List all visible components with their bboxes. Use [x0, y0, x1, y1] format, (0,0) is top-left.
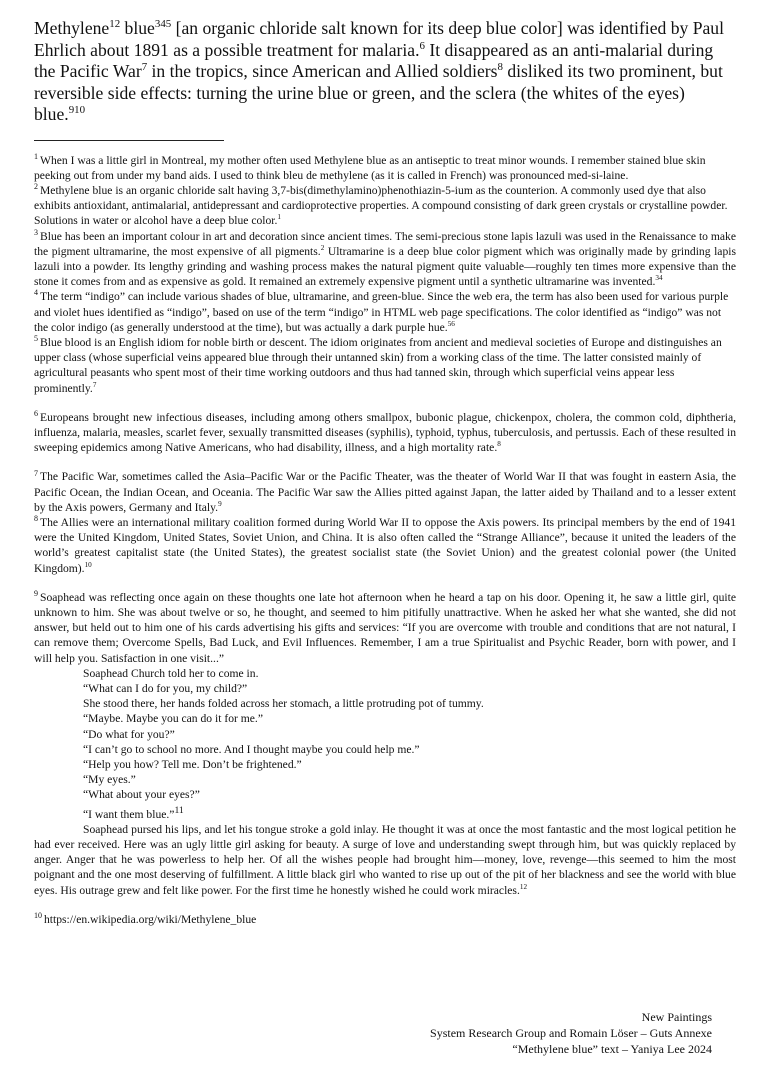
- dialogue-line-last: [34, 803, 736, 822]
- source-link[interactable]: https://en.wikipedia.org/wiki/Methylene_blue: [44, 912, 257, 926]
- footnote-text: The Pacific War, sometimes called the Asia–Pacific War or the Pacific Theater, was the theater of World War II that was fought in eastern Asia, the Pacific Ocean, the Indian Ocean, and Oceania. The Pacific War saw the Allies pitted against Japan, the latter aided by Thailand and to a lesser extent by the Axis powers, Germany and Italy.: [34, 470, 736, 514]
- credits-block: [430, 1009, 712, 1057]
- footnote-ref: 34: [655, 274, 663, 283]
- footnote-ref: 345: [154, 18, 172, 31]
- credits-exhibition: New Paintings: [641, 1010, 712, 1024]
- main-text: in the tropics, since American and Allied soldiers: [147, 61, 498, 81]
- footnote-text: Methylene blue is an organic chloride salt having 3,7-bis(dimethylamino)phenothiazin-5-ium as the counterion. A commonly used dye that also exhibits antioxidant, antimalarial, antidepressant and cardioprotective properties. A compound consisting of dark green crystals or crystalline powder. Solutions in water or alcohol have a deep blue color.: [34, 183, 728, 228]
- footnote-text: Soaphead was reflecting once again on these thoughts one late hot afternoon when he heard a tap on his door. Opening it, he saw a little girl, quite unknown to him. She was about twelve or so, he thought, and seemed to him pitifully unattractive. When he asked her what she wanted, she did not answer, but held out to him one of his cards advertising his gifts and services: “If you are overcome with trouble and conditions that are not natural, I can remove them; Overcome Spells, Bad Luck, and Evil Influences. Remember, I am a true Spiritualist and Psychic Reader, born with power, and I will help you. Satisfaction in one visit...”: [34, 590, 736, 665]
- main-text: Methylene: [34, 18, 110, 38]
- dialogue-text: “I want them blue.”: [83, 807, 175, 821]
- main-text: [an organic chloride salt known for its deep blue color] was identified by Paul Ehrlich about 1891 as a possible treatment for malaria.: [34, 18, 724, 60]
- dialogue-line: “Help you how? Tell me. Don’t be frightened.”: [83, 758, 302, 772]
- footnote-ref: 1: [277, 213, 281, 222]
- footnote-number: 10: [34, 910, 42, 920]
- footnote-text: When I was a little girl in Montreal, my mother often used Methylene blue as an antiseptic to treat minor wounds. I remember stained blue skin peeking out from under my band aids. I used to think bleu de methylene (as it is called in French) was pronounced med-si-laine.: [34, 153, 706, 182]
- footnote-ref: 12: [109, 18, 121, 31]
- footnote-5: [34, 335, 736, 396]
- dialogue-block: [34, 666, 736, 822]
- dialogue-line: She stood there, her hands folded across her stomach, a little protruding pot of tummy.: [83, 697, 484, 711]
- footnote-7: [34, 469, 736, 515]
- footnote-ref: 9: [218, 499, 222, 508]
- footnote-ref: 11: [174, 804, 184, 816]
- footnote-text: The term “indigo” can include various shades of blue, ultramarine, and green-blue. Since the web era, the term has also been used for various purple and violet hues identified as “indigo”, based on use of the term “indigo” in HTML web page specifications. The color identified as “indigo” was not the color indigo (as generally understood at the time), but was actually a dark purple hue.: [34, 290, 729, 334]
- footnote-number: 2: [34, 182, 38, 192]
- footnote-number: 8: [34, 514, 38, 524]
- footnote-8: [34, 515, 736, 576]
- main-paragraph: [34, 18, 734, 126]
- footnote-text: Ultramarine is a deep blue color pigment which was originally made by grinding lapis lazuli into a powder. Its lengthy grinding and washing process makes the natural pigment quite valuable—roughly ten times more expensive than the stone it comes from and as expensive as gold. It remained an extremely expensive pigment until a synthetic ultramarine was invented.: [34, 244, 736, 289]
- footnote-number: 3: [34, 227, 38, 237]
- dialogue-line: “I can’t go to school no more. And I thought maybe you could help me.”: [83, 742, 420, 756]
- document-page: [34, 18, 736, 927]
- dialogue-line: “What can I do for you, my child?”: [83, 682, 248, 695]
- footnote-text: Europeans brought new infectious diseases, including among others smallpox, bubonic plague, chickenpox, cholera, the common cold, diphtheria, influenza, malaria, measles, scarlet fever, sexually transmitted diseases (syphilis), typhoid, typhus, tuberculosis, and pertussis. Each of these resulted in sweeping epidemics among Native Americans, who had disability, illness, and a high mortality rate.: [34, 410, 736, 455]
- footnote-number: 6: [34, 408, 38, 418]
- footnote-4: [34, 289, 736, 335]
- dialogue-line: “Do what for you?”: [83, 727, 175, 741]
- footnote-9: [34, 590, 736, 666]
- footnote-number: 1: [34, 151, 38, 161]
- footnote-ref: 8: [497, 440, 501, 449]
- footnote-ref: 7: [141, 61, 148, 74]
- footnote-ref: 8: [497, 61, 503, 74]
- footnote-number: 4: [34, 288, 38, 298]
- footnote-ref: 56: [447, 319, 455, 328]
- footnote-text: Soaphead pursed his lips, and let his tongue stroke a gold inlay. He thought it was at once the most fantastic and the most logical petition he had ever received. Here was an ugly little girl asking for beauty. A surge of love and understanding swept through him, but was quickly replaced by anger. Anger that he was powerless to help her. Of all the wishes people had brought him—money, love, revenge—this seemed to him the most poignant and the one most deserving of fulfillment. A little black girl who wanted to rise up out of the pit of her blackness and see the world with blue eyes. His outrage grew and felt like power. For the first time he honestly wished he could work miracles.: [34, 822, 736, 897]
- footnote-ref: 7: [92, 380, 97, 389]
- footnote-ref: 10: [84, 560, 92, 569]
- footnote-ref: 2: [320, 243, 325, 252]
- dialogue-line: “My eyes.”: [83, 773, 136, 787]
- footnote-number: 7: [34, 468, 38, 478]
- dialogue-line: “What about your eyes?”: [83, 788, 200, 802]
- footnote-3: [34, 229, 736, 290]
- credits-artists: System Research Group and Romain Löser – Guts Annexe: [430, 1026, 712, 1040]
- footnote-2: [34, 183, 736, 229]
- footnote-text: Blue blood is an English idiom for noble birth or descent. The idiom originates from ancient and medieval societies of Europe and distinguishes an upper class (whose superficial veins appeared blue through their untanned skin) from a working class of the time. The latter consisted mainly of agricultural peasants who spent most of their time working outdoors and thus had tanned skin, through which superficial veins appear less prominently.: [34, 335, 722, 395]
- footnote-1: [34, 153, 736, 183]
- main-text: disliked its two prominent, but reversible side effects: turning the urine blue or green, and the sclera (the whites of the eyes) blue.: [34, 61, 723, 124]
- dialogue-line: Soaphead Church told her to come in.: [83, 666, 259, 680]
- dialogue-line: “Maybe. Maybe you can do it for me.”: [83, 712, 263, 726]
- main-text: It disappeared as an anti-malarial during the Pacific War: [34, 39, 714, 81]
- credits-author: “Methylene blue” text – Yaniya Lee 2024: [512, 1042, 712, 1056]
- footnote-number: 5: [34, 334, 38, 344]
- footnote-ref: 910: [68, 104, 86, 117]
- main-text: blue: [120, 18, 155, 38]
- footnote-ref: 12: [519, 882, 528, 891]
- footnote-10: [34, 912, 736, 927]
- footnote-ref: 6: [419, 39, 425, 52]
- footnote-text: Blue has been an important colour in art and decoration since ancient times. The semi-precious stone lapis lazuli was used in the Renaissance to make the pigment ultramarine, the most expensive of all pigments.: [34, 229, 736, 258]
- footnote-6: [34, 410, 736, 456]
- footnote-number: 9: [34, 588, 38, 598]
- footnote-9-continuation: [34, 822, 736, 898]
- footnote-divider: [34, 140, 224, 141]
- footnote-text: The Allies were an international military coalition formed during World War II to oppose the Axis powers. Its principal members by the end of 1941 were the United Kingdom, United States, Soviet Union, and China. It is also often called the “Strange Alliance”, because it united the leaders of the world’s greatest capitalist state (the United States), the greatest socialist state (the Soviet Union) and the greatest colonial power (the United Kingdom).: [34, 515, 736, 575]
